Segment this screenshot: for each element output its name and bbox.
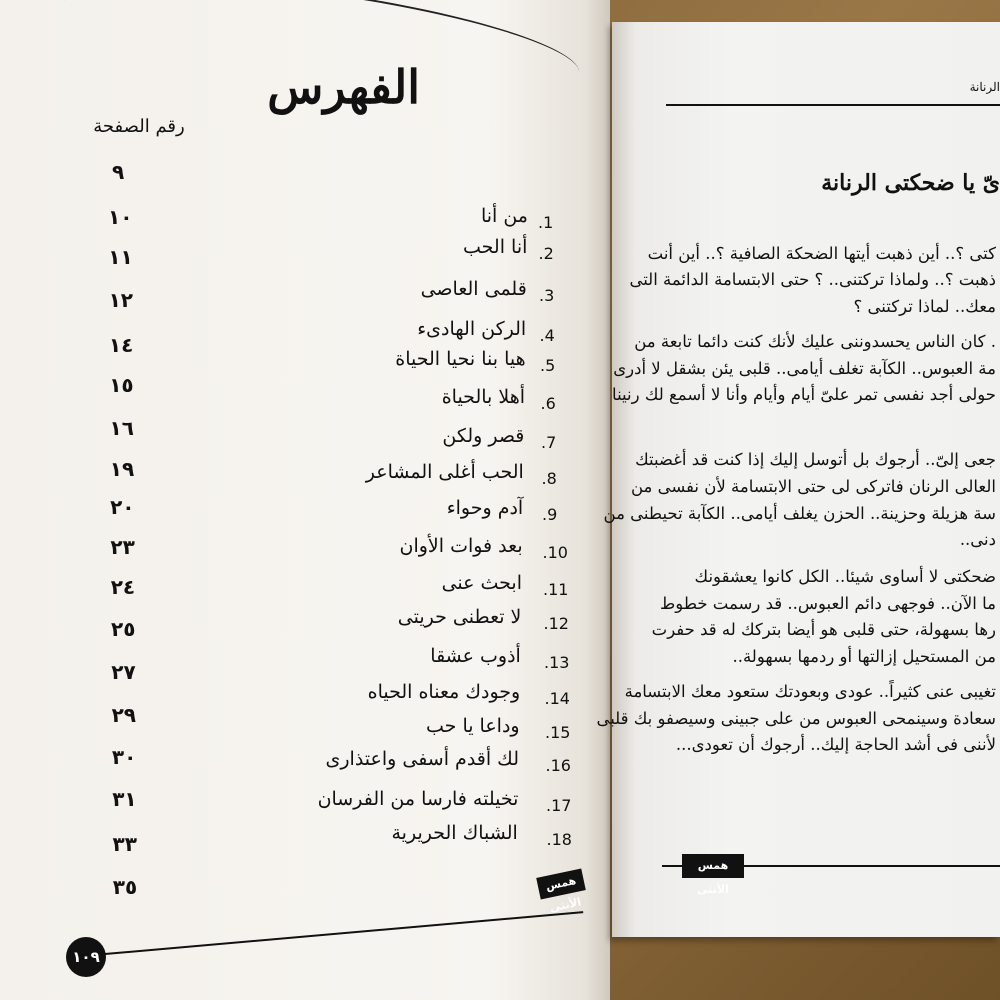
toc-entry-number: .2	[538, 244, 554, 263]
body-line: معك.. لماذا تركتنى ؟	[853, 297, 996, 316]
series-badge: همس الأنثى	[536, 868, 586, 899]
toc-entry-page: ٢٩	[111, 703, 137, 727]
toc-entry-label[interactable]: لا تعطنى حريتى	[397, 606, 522, 628]
body-line: تغيبى عنى كثيراً.. عودى وبعودتك ستعود معك الابتسامة	[624, 682, 996, 701]
body-line: العالى الرنان فاتركى لى حتى الابتسامة لأن نفسى من	[630, 477, 996, 496]
toc-entry-number: .15	[545, 723, 571, 742]
body-line: سعادة وسينمحى العبوس من على جبينى وسيصفو بك قلبى	[596, 709, 996, 728]
toc-entry-number: .1	[538, 213, 554, 232]
toc-entry-number: .16	[545, 756, 571, 775]
toc-entry-label[interactable]: الركن الهادىء	[417, 318, 527, 340]
toc-entry-page: ١٤	[108, 333, 134, 357]
toc-entry-label[interactable]: آدم وحواء	[446, 497, 524, 519]
toc-entry-number: .7	[541, 433, 557, 452]
toc-entry-number: .8	[541, 469, 557, 488]
toc-entry-number: .10	[542, 543, 568, 562]
toc-entry-page: ١٠	[108, 205, 133, 229]
page-column-header: رقم الصفحة	[93, 116, 185, 137]
body-line: سة هزيلة وحزينة.. الحزن يغلف أيامى.. الكآبة تحيطنى من	[603, 504, 996, 523]
toc-entry-number: .11	[543, 580, 569, 599]
series-badge-right: همس الأنثى	[682, 854, 744, 878]
toc-entry-number: .4	[539, 326, 555, 345]
toc-entry-page: ١١	[108, 245, 133, 269]
toc-entry-page: ١٢	[108, 288, 134, 312]
body-line: رها بسهولة، حتى قلبى هو أيضا بتركك له قد حفرت	[651, 620, 996, 639]
toc-entry-label[interactable]: من أنا	[480, 205, 528, 227]
body-line: كتى ؟.. أين ذهبت أيتها الضحكة الصافية ؟.. أين أنت	[647, 244, 996, 263]
toc-entry-label[interactable]: لك أقدم أسفى واعتذارى	[325, 748, 519, 770]
toc-entry-page: ٣٣	[112, 832, 137, 856]
toc-entry-label[interactable]: ابحث عنى	[441, 572, 522, 594]
toc-entry-page: ١٥	[109, 373, 134, 397]
toc-entry-label[interactable]: أهلا بالحياة	[441, 386, 525, 408]
toc-entry-label[interactable]: بعد فوات الأوان	[399, 535, 523, 557]
toc-entry-label[interactable]: تخيلته فارسا من الفرسان	[317, 788, 519, 810]
running-header: الرنانة	[969, 80, 1000, 94]
toc-entry-number: .5	[540, 356, 556, 375]
toc-entry-page: ١٩	[109, 457, 135, 481]
body-line: دنى..	[959, 530, 996, 549]
toc-page-number: ٩	[112, 160, 125, 184]
toc-entry-page: ٣١	[112, 787, 137, 811]
toc-entry-label[interactable]: وداعا يا حب	[426, 715, 520, 737]
toc-entry-number: .18	[546, 830, 572, 849]
toc-entry-label[interactable]: الحب أغلى المشاعر	[365, 461, 524, 483]
body-line: ما الآن.. فوجهى دائم العبوس.. قد رسمت خطوط	[660, 594, 996, 613]
toc-entry-number: .6	[540, 394, 556, 413]
body-line: . كان الناس يحسدوننى عليك لأنك كنت دائما تابعة من	[634, 332, 996, 351]
toc-entry-label[interactable]: الشباك الحريرية	[391, 822, 518, 844]
toc-entry-number: .14	[544, 689, 570, 708]
toc-entry-page: ٢٠	[110, 495, 135, 519]
toc-entry-number: .17	[546, 796, 572, 815]
body-line: ضحكتى لا أساوى شيئا.. الكل كانوا يعشقونك	[694, 567, 996, 586]
page-number: ١٠٩	[66, 937, 106, 977]
toc-entry-page: ٢٥	[111, 617, 136, 641]
toc-entry-page: ٢٧	[111, 660, 136, 684]
toc-entry-page: ٢٣	[110, 535, 135, 559]
toc-title: الفهرس	[267, 60, 420, 114]
toc-entry-number: .3	[539, 286, 555, 305]
toc-entry-page: ١٦	[109, 416, 134, 440]
footer-line	[105, 911, 583, 955]
toc-entry-label[interactable]: قلمى العاصى	[420, 278, 527, 300]
body-line: حولى أجد نفسى تمر علىّ أيام وأيام وأنا لا أسمع لك رنينا	[612, 385, 996, 404]
toc-entry-label[interactable]: هيا بنا نحيا الحياة	[395, 348, 526, 370]
body-line: جعى إلىّ.. أرجوك بل أتوسل إليك إذا كنت قد أغضبتك	[635, 450, 996, 469]
body-line: من المستحيل إزالتها أو ردمها بسهولة..	[732, 647, 996, 666]
toc-entry-page: ٣٠	[111, 745, 137, 769]
toc-entry-label[interactable]: وجودك معناه الحياه	[367, 681, 521, 703]
toc-entry-label[interactable]: أذوب عشقا	[430, 645, 521, 667]
toc-entry-number: .9	[542, 505, 558, 524]
body-line: لأننى فى أشد الحاجة إليك.. أرجوك أن تعودى...	[675, 735, 996, 754]
header-rule	[666, 104, 1000, 106]
body-line: مة العبوس.. الكآبة تغلف أيامى.. قلبى يئن بشقل لا أدرى	[613, 359, 996, 378]
toc-entry-page: ٢٤	[110, 575, 136, 599]
toc-entry-label[interactable]: أنا الحب	[463, 236, 528, 258]
toc-entry-label[interactable]: قصر ولكن	[442, 425, 525, 447]
chapter-title: ىّ يا ضحكتى الرنانة	[821, 170, 1000, 196]
right-page-text	[596, 22, 1000, 937]
toc-entry-page: ٣٥	[112, 875, 138, 899]
body-line: ذهبت ؟.. ولماذا تركتنى.. ؟ حتى الابتسامة الدائمة التى	[629, 270, 996, 289]
toc-entry-number: .12	[543, 614, 569, 633]
toc-entry-number: .13	[544, 653, 570, 672]
